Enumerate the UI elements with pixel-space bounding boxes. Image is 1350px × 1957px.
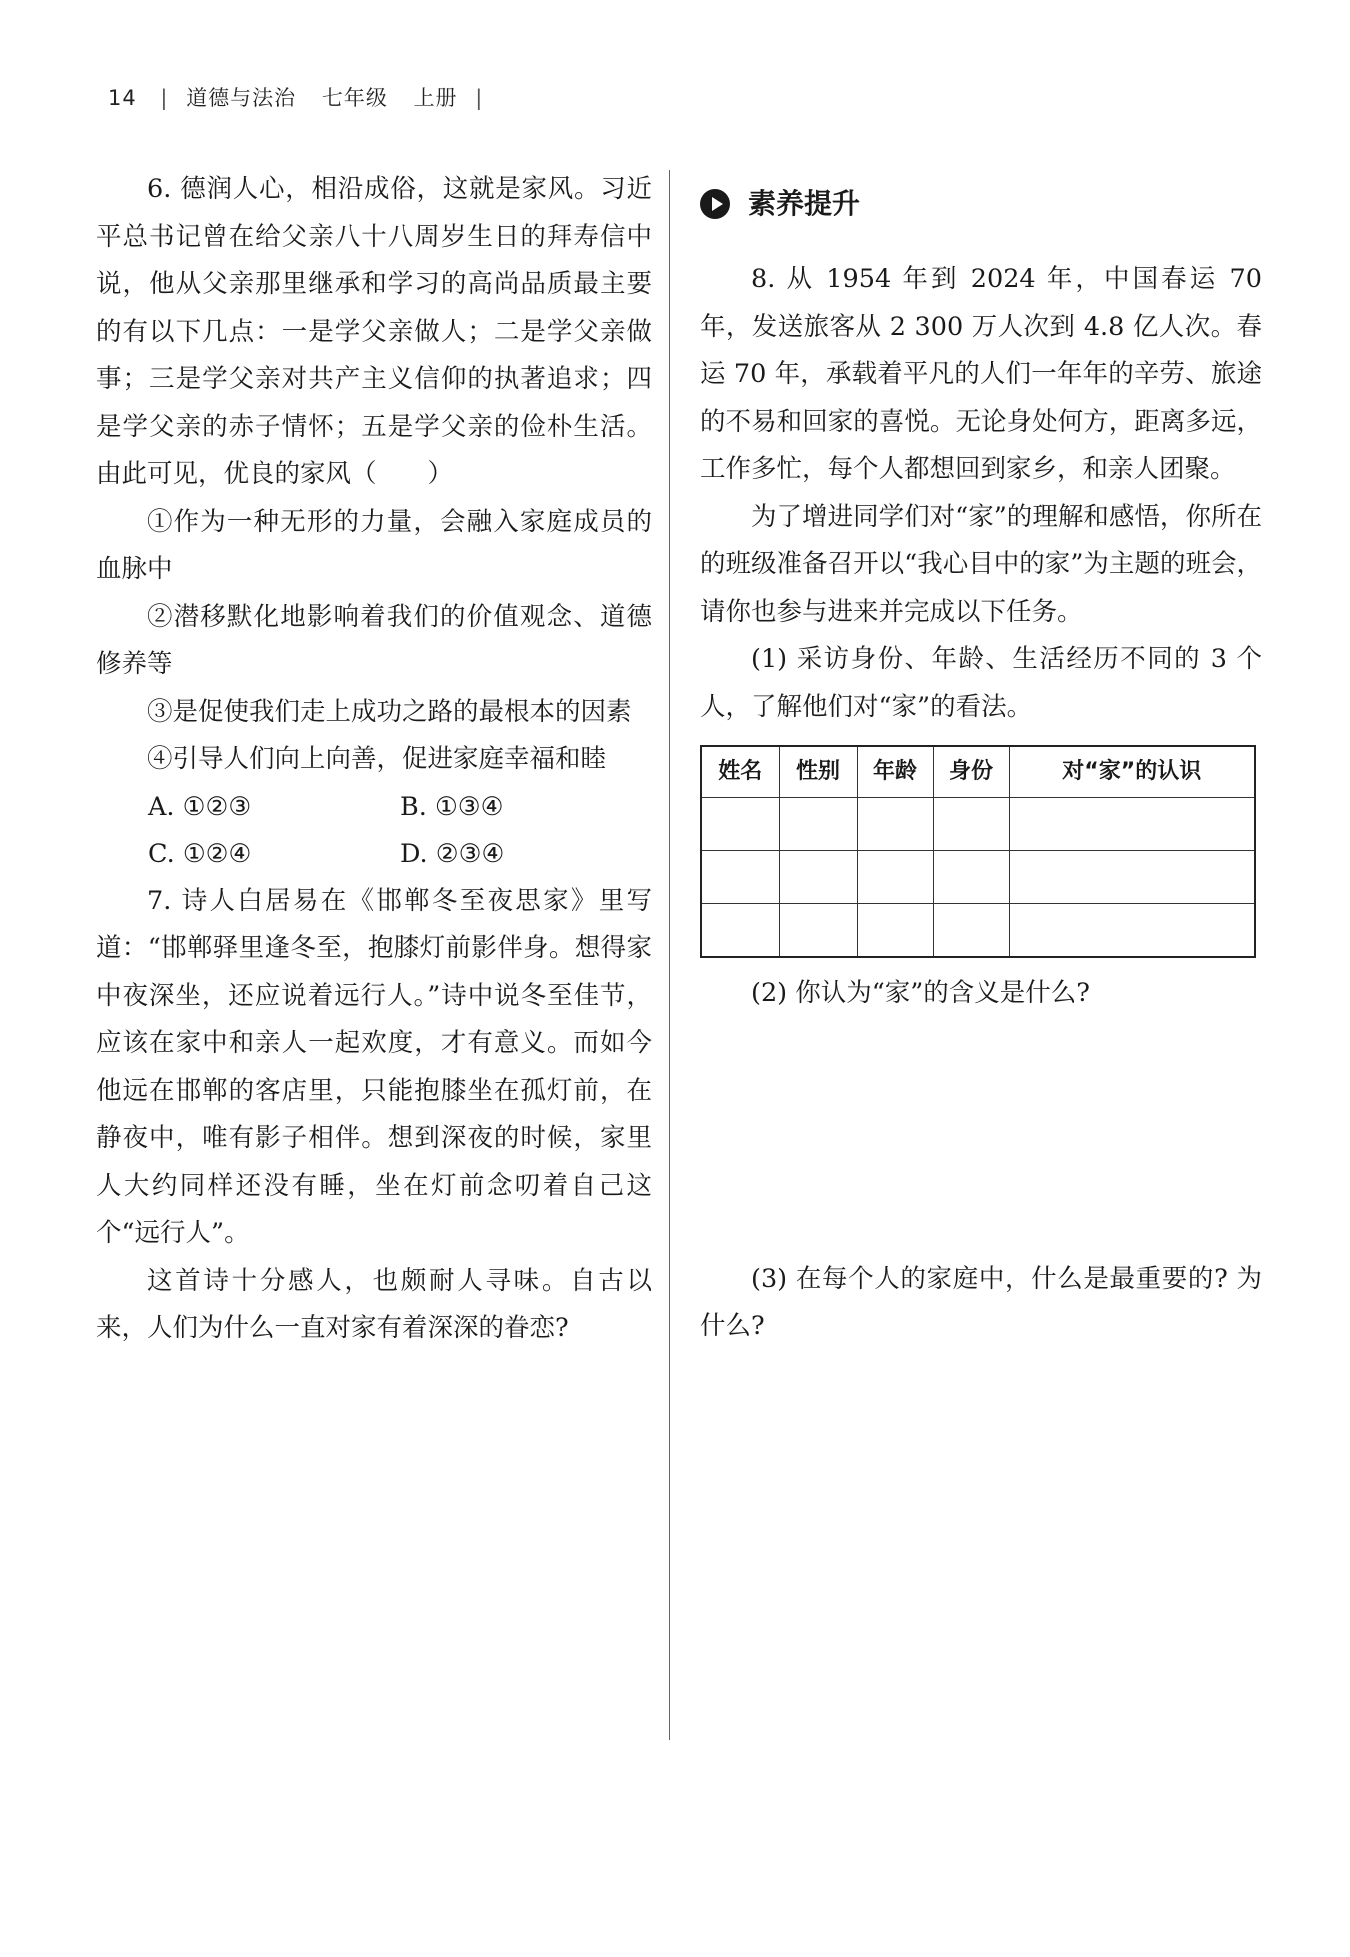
question-8-passage: 8. 从 1954 年到 2024 年，中国春运 70 年，发送旅客从 2 300 万人次到 4.8 亿人次。春运 70 年，承载着平凡的人们一年年的辛劳、旅途的不易和回家的喜悦。无论身处何方，距离多远，工作多忙，每个人都想回到家乡，和亲人团聚。 bbox=[700, 264, 1262, 484]
choice-a: A. ①②③ bbox=[148, 791, 252, 822]
table-row bbox=[701, 851, 1255, 904]
table-cell[interactable] bbox=[779, 904, 857, 958]
table-header-identity: 身份 bbox=[933, 746, 1009, 798]
table-cell[interactable] bbox=[701, 904, 779, 958]
table-cell[interactable] bbox=[857, 798, 933, 851]
question-8-context: 为了增进同学们对“家”的理解和感悟，你所在的班级准备召开以“我心目中的家”为主题的班会，请你也参与进来并完成以下任务。 bbox=[700, 501, 1262, 627]
question-7-passage: 7. 诗人白居易在《邯郸冬至夜思家》里写道：“邯郸驿里逢冬至，抱膝灯前影伴身。想得家中夜深坐，还应说着远行人。”诗中说冬至佳节，应该在家中和亲人一起欢度，才有意义。而如今他远在邯郸的客店里，只能抱膝坐在孤灯前，在静夜中，唯有影子相伴。想到深夜的时候，家里人大约同样还没有睡，坐在灯前念叨着自己这个“远行人”。 bbox=[96, 885, 652, 1248]
section-heading bbox=[700, 182, 1262, 226]
question-6-choices bbox=[96, 784, 652, 878]
table-header-name: 姓名 bbox=[701, 746, 779, 798]
question-6-statement-4: ④引导人们向上向善，促进家庭幸福和睦 bbox=[147, 744, 607, 774]
page-header bbox=[108, 82, 493, 112]
header-subject: 道德与法治 bbox=[186, 86, 297, 110]
task-2: (2) 你认为“家”的含义是什么? bbox=[751, 978, 1090, 1008]
table-cell[interactable] bbox=[701, 798, 779, 851]
table-header-view-of-home: 对“家”的认识 bbox=[1009, 746, 1255, 798]
choice-b: B. ①③④ bbox=[400, 791, 504, 822]
table-cell[interactable] bbox=[933, 851, 1009, 904]
question-6-statement-3: ③是促使我们走上成功之路的最根本的因素 bbox=[147, 696, 632, 727]
header-separator: | bbox=[160, 86, 169, 110]
section-title: 素养提升 bbox=[748, 187, 861, 221]
table-cell[interactable] bbox=[779, 798, 857, 851]
table-header-gender: 性别 bbox=[779, 746, 857, 798]
table-cell[interactable] bbox=[779, 851, 857, 904]
choice-d: D. ②③④ bbox=[400, 838, 505, 869]
table-row bbox=[701, 904, 1255, 958]
right-column bbox=[700, 182, 1262, 1351]
page-number: 14 bbox=[108, 86, 137, 110]
table-cell[interactable] bbox=[1009, 798, 1255, 851]
table-cell[interactable] bbox=[1009, 851, 1255, 904]
play-circle-icon bbox=[700, 189, 730, 219]
column-divider bbox=[669, 170, 670, 1740]
table-cell[interactable] bbox=[933, 798, 1009, 851]
table-cell[interactable] bbox=[857, 904, 933, 958]
table-cell[interactable] bbox=[701, 851, 779, 904]
answer-space[interactable] bbox=[700, 1018, 1262, 1256]
task-1: (1) 采访身份、年龄、生活经历不同的 3 个人，了解他们对“家”的看法。 bbox=[700, 644, 1262, 722]
table-header-age: 年龄 bbox=[857, 746, 933, 798]
table-header-row bbox=[701, 746, 1255, 798]
left-column bbox=[96, 166, 652, 1353]
task-3: (3) 在每个人的家庭中，什么是最重要的? 为什么? bbox=[700, 1263, 1262, 1341]
table-cell[interactable] bbox=[1009, 904, 1255, 958]
header-volume: 上册 bbox=[413, 86, 458, 110]
question-6-statement-1: ①作为一种无形的力量，会融入家庭成员的血脉中 bbox=[96, 506, 652, 584]
question-6-statement-2: ②潜移默化地影响着我们的价值观念、道德修养等 bbox=[96, 601, 652, 679]
table-cell[interactable] bbox=[933, 904, 1009, 958]
choice-c: C. ①②④ bbox=[148, 838, 252, 869]
table-cell[interactable] bbox=[857, 851, 933, 904]
header-separator: | bbox=[475, 86, 484, 110]
header-grade: 七年级 bbox=[321, 86, 388, 110]
table-row bbox=[701, 798, 1255, 851]
question-6-stem: 6. 德润人心，相沿成俗，这就是家风。习近平总书记曾在给父亲八十八周岁生日的拜寿信中说，他从父亲那里继承和学习的高尚品质最主要的有以下几点：一是学父亲做人；二是学父亲做事；三是学父亲对共产主义信仰的执著追求；四是学父亲的赤子情怀；五是学父亲的俭朴生活。由此可见，优良的家风（ ） bbox=[96, 174, 652, 489]
question-7-prompt: 这首诗十分感人，也颇耐人寻味。自古以来，人们为什么一直对家有着深深的眷恋? bbox=[96, 1265, 652, 1343]
interview-table bbox=[700, 745, 1256, 958]
